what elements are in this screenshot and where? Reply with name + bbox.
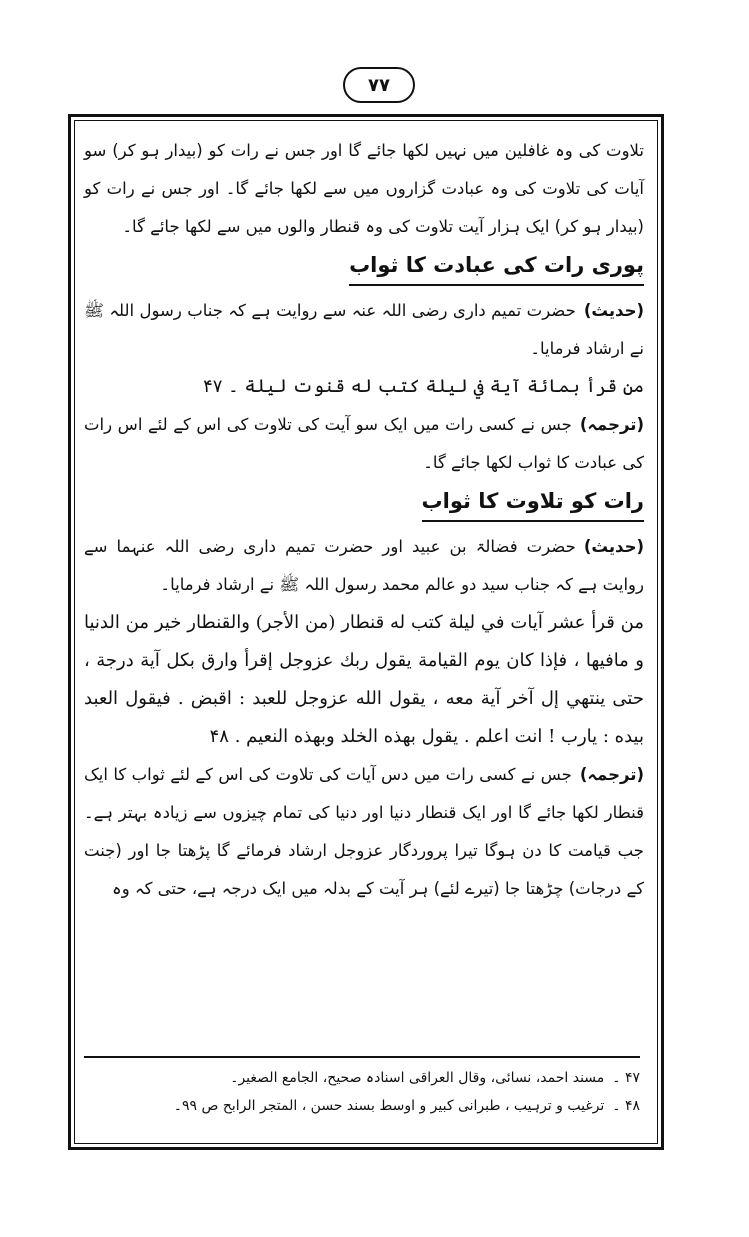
page-body (84, 132, 644, 908)
translation-text: جس نے کسی رات میں دس آیات کی تلاوت کی اس کے لئے ثواب کا ایک قنطار لکھا جائے گا اور ایک قنطار دنیا اور دنیا کی تمام چیزوں سے زیادہ بہتر ہے۔ جب قیامت کا دن ہوگا تیرا پروردگار عزوجل ارشاد فرمائے گا پڑھتا جا اور (جنت کے درجات) چڑھتا جا (تیرے لئے) ہر آیت کے بدلہ میں ایک درجہ ہے، حتی کہ وہ (84, 765, 644, 898)
hadith-1 (84, 292, 644, 368)
paragraph-intro: تلاوت کی وہ غافلین میں نہیں لکھا جائے گا اور جس نے رات کو (بیدار ہو کر) سو آیات کی تلاوت کی وہ عبادت گزاروں میں سے لکھا جائے گا۔ اور جس نے رات کو (بیدار ہو کر) ایک ہزار آیت تلاوت کی وہ قنطار والوں میں سے لکھا جائے گا۔ (84, 141, 644, 236)
translation-1 (84, 406, 644, 482)
translation-label: (ترجمہ) (579, 415, 644, 434)
hadith-text: حضرت فضالۃ بن عبید اور حضرت تمیم داری رضی اللہ عنہما سے روایت ہے کہ جناب سید دو عالم محمد رسول اللہ ﷺ نے ارشاد فرمایا۔ (84, 537, 644, 594)
footnote-47 (84, 1064, 640, 1092)
footnote-text: مسند احمد، نسائی، وقال العراقی اسنادہ صحیح، الجامع الصغیر۔ (230, 1070, 605, 1086)
arabic-hadith-1: من قرأ بمائة آية في ليلة كتب له قنوت ليلة ۔ ۴۷ (203, 376, 644, 397)
page-number: ۷۷ (343, 67, 415, 103)
translation-label: (ترجمہ) (579, 765, 644, 784)
arabic-hadith-2: من قرأ عشر آيات في ليلة كتب له قنطار (من الأجر) والقنطار خير من الدنيا و مافيها ، فإذا كان يوم القيامة يقول ربك عزوجل إقرأ وارق بكل آية درجة ، حتى ينتهي إل آخر آية معه ، يقول الله عزوجل للعبد : اقبض . فيقول العبد بيده : يارب ! انت اعلم . يقول بهذه الخلد وبهذه النعيم . ۴۸ (84, 612, 644, 747)
footnote-text: ترغیب و ترہیب ، طبرانی کبیر و اوسط بسند حسن ، المتجر الرابح ص ۹۹۔ (173, 1098, 605, 1114)
hadith-label: (حدیث) (583, 301, 644, 320)
section-heading-night-worship: پوری رات کی عبادت کا ثواب (349, 250, 644, 286)
hadith-2 (84, 528, 644, 604)
section-heading-night-recitation: رات کو تلاوت کا ثواب (422, 486, 644, 522)
translation-2 (84, 756, 644, 908)
footnotes (84, 1056, 640, 1120)
footnote-number: ۴۷ ۔ (612, 1070, 640, 1086)
hadith-label: (حدیث) (583, 537, 644, 556)
footnote-number: ۴۸ ۔ (612, 1098, 640, 1114)
footnote-48 (84, 1092, 640, 1120)
translation-text: جس نے کسی رات میں ایک سو آیت کی تلاوت کی اس کے لئے اس رات کی عبادت کا ثواب لکھا جائے گا۔ (84, 415, 644, 472)
hadith-text: حضرت تمیم داری رضی اللہ عنہ سے روایت ہے کہ جناب رسول اللہ ﷺ نے ارشاد فرمایا۔ (84, 301, 644, 358)
